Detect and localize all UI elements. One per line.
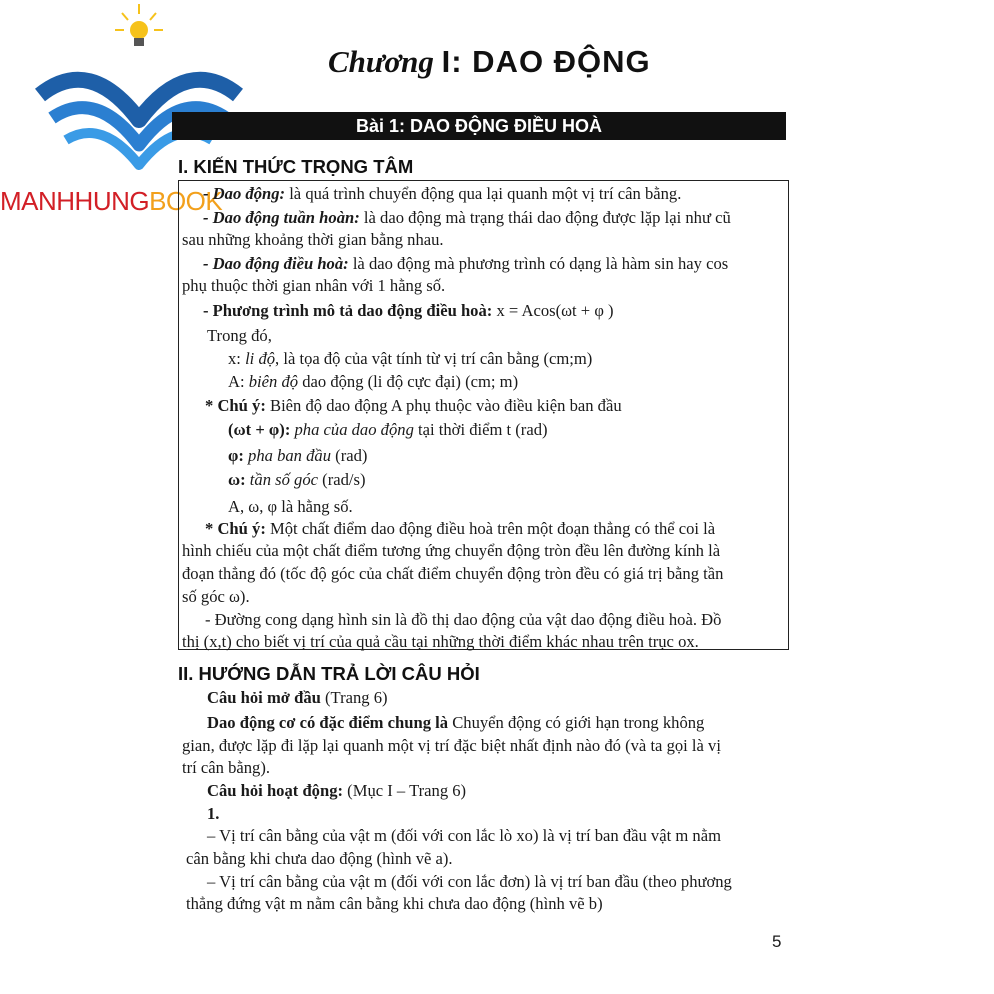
box-line-10: * Chú ý: Biên độ dao động A phụ thuộc vào điều kiện ban đầu xyxy=(205,396,622,415)
equation-label: - Phương trình mô tả dao động điều hoà: xyxy=(203,301,493,320)
box-line-1: - Dao động: là quá trình chuyển động qua lại quanh một vị trí cân bằng. xyxy=(203,184,682,203)
page-number: 5 xyxy=(772,932,782,951)
item-line-2: cân bằng khi chưa dao động (hình vẽ a). xyxy=(186,849,453,868)
term-dao-dong-dieu-hoa: - Dao động điều hoà: xyxy=(203,254,349,273)
section-heading-1: I. KIẾN THỨC TRỌNG TÂM xyxy=(178,156,414,177)
lesson-title: Bài 1: DAO ĐỘNG ĐIỀU HOÀ xyxy=(355,116,603,136)
box-line-2: - Dao động tuần hoàn: là dao động mà trạng thái dao động được lặp lại như cũ xyxy=(203,208,731,227)
answer-line-3: trí cân bằng). xyxy=(182,758,271,777)
box-line-14: A, ω, φ là hằng số. xyxy=(228,497,353,516)
answer-line-1: Dao động cơ có đặc điểm chung là Chuyển động có giới hạn trong không xyxy=(207,713,705,732)
answer-line-2: gian, được lặp đi lặp lại quanh một vị trí đặc biệt nhất định nào đó (và ta gọi là vị xyxy=(182,736,721,755)
box-line-15: * Chú ý: Một chất điểm dao động điều hoà trên một đoạn thẳng có thể coi là xyxy=(205,519,716,538)
item-number-1: 1. xyxy=(207,804,220,823)
box-line-5: phụ thuộc thời gian nhân với 1 hằng số. xyxy=(182,276,446,295)
brand-part1: MANHHUNG xyxy=(0,186,150,216)
lesson-banner xyxy=(172,112,786,140)
question-opening: Câu hỏi mở đầu (Trang 6) xyxy=(207,688,388,707)
chapter-word: Chương xyxy=(328,44,434,79)
box-line-13: ω: tần số góc (rad/s) xyxy=(228,470,366,489)
item-line-1: – Vị trí cân bằng của vật m (đối với con lắc lò xo) là vị trí ban đầu vật m nằm xyxy=(207,826,721,845)
box-line-6 xyxy=(203,301,614,321)
box-line-11: (ωt + φ): pha của dao động tại thời điểm t (rad) xyxy=(228,420,548,439)
box-line-17: đoạn thẳng đó (tốc độ góc của chất điểm chuyển động tròn đều có giá trị bằng tần xyxy=(182,564,724,583)
box-line-8: x: li độ, là tọa độ của vật tính từ vị trí cân bằng (cm;m) xyxy=(228,349,593,368)
box-line-9: A: biên độ dao động (li độ cực đại) (cm; m) xyxy=(228,372,519,391)
box-line-20: thị (x,t) cho biết vị trí của quả cầu tại những thời điểm khác nhau trên trục ox. xyxy=(182,632,699,651)
question-activity: Câu hỏi hoạt động: (Mục I – Trang 6) xyxy=(207,781,467,800)
term-dao-dong-tuan-hoan: - Dao động tuần hoàn: xyxy=(203,208,360,227)
box-line-4: - Dao động điều hoà: là dao động mà phương trình có dạng là hàm sin hay cos xyxy=(203,254,729,273)
note-label: * Chú ý: xyxy=(205,396,266,415)
box-line-7: Trong đó, xyxy=(207,326,272,345)
chapter-title xyxy=(328,44,651,80)
lightbulb-icon xyxy=(115,4,163,46)
term-dao-dong: - Dao động: xyxy=(203,184,286,203)
box-line-18: số góc ω). xyxy=(182,587,250,606)
brand-part2: BOOK xyxy=(149,186,223,216)
section-heading-2: II. HƯỚNG DẪN TRẢ LỜI CÂU HỎI xyxy=(178,663,480,684)
box-line-16: hình chiếu của một chất điểm tương ứng chuyển động tròn đều lên đường kính là xyxy=(182,541,721,560)
box-line-19: - Đường cong dạng hình sin là đồ thị dao động của vật dao động điều hoà. Đồ xyxy=(205,610,722,629)
box-line-3: sau những khoảng thời gian bằng nhau. xyxy=(182,230,444,249)
equation: x = Acos(ωt + φ ) xyxy=(492,301,614,320)
item-line-4: thẳng đứng vật m nằm cân bằng khi chưa dao động (hình vẽ b) xyxy=(186,894,603,913)
item-line-3: – Vị trí cân bằng của vật m (đối với con lắc đơn) là vị trí ban đầu (theo phương xyxy=(207,872,732,891)
note-label: * Chú ý: xyxy=(205,519,266,538)
chapter-name: I: DAO ĐỘNG xyxy=(441,44,651,79)
box-line-12: φ: pha ban đầu (rad) xyxy=(228,446,368,465)
